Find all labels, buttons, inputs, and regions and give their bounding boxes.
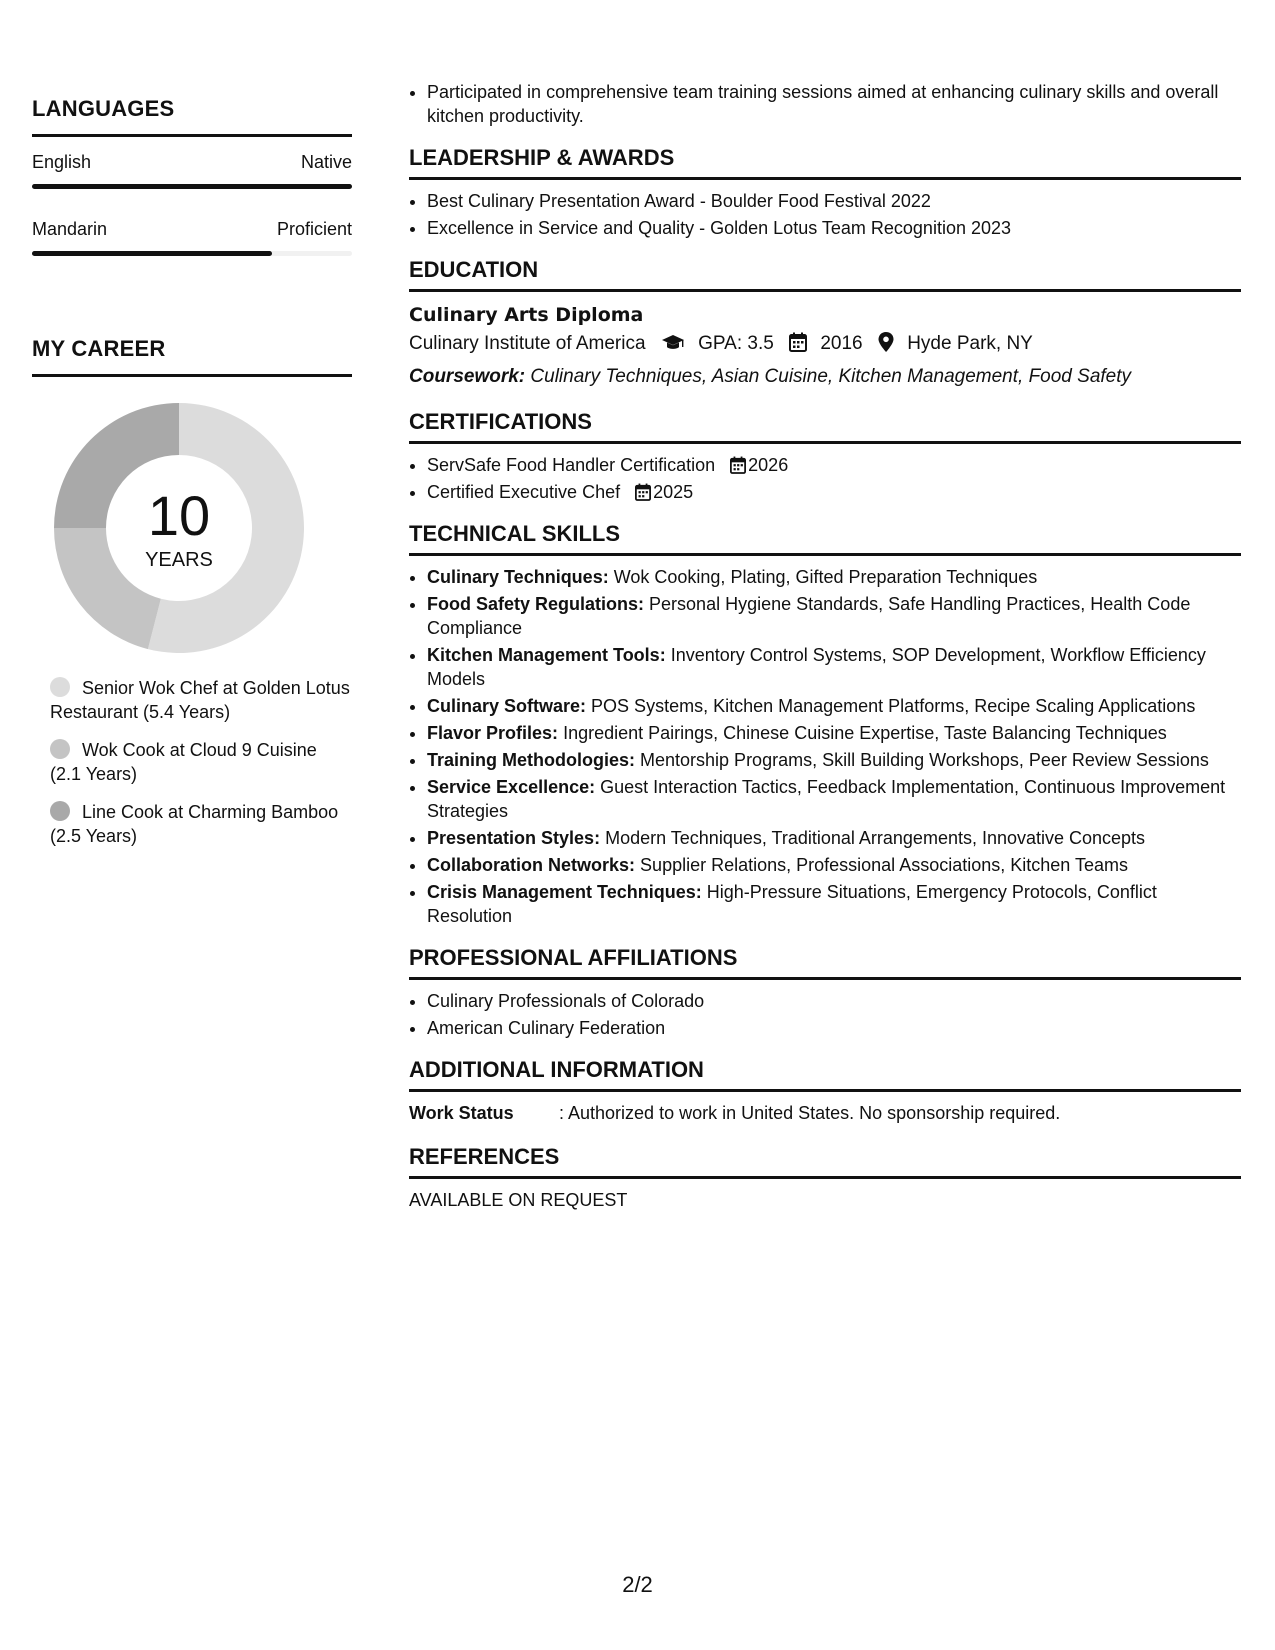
- award-item: • Excellence in Service and Quality - Golden Lotus Team Recognition 2023: [427, 216, 1241, 240]
- affiliation-item: • Culinary Professionals of Colorado: [427, 989, 1241, 1013]
- education-title: EDUCATION: [409, 257, 539, 282]
- additional-info-title: ADDITIONAL INFORMATION: [409, 1057, 704, 1082]
- skills-title: TECHNICAL SKILLS: [409, 521, 621, 546]
- certification-year: 2026: [748, 455, 789, 475]
- skill-item: [427, 748, 1241, 772]
- references-title: REFERENCES: [409, 1144, 560, 1169]
- language-level: Native: [300, 152, 352, 172]
- skill-item: [427, 853, 1241, 877]
- skill-values: Modern Techniques, Traditional Arrangements, Innovative Concepts: [605, 828, 1146, 848]
- legend-label: Line Cook at Charming Bamboo (2.5 Years): [50, 802, 339, 846]
- skill-category: Training Methodologies:: [427, 750, 635, 770]
- career-divider: [32, 374, 352, 377]
- page-number: 2/2: [622, 1572, 653, 1597]
- skill-values: Inventory Control Systems, SOP Development, Workflow Efficiency Models: [427, 645, 1206, 689]
- skill-category: Flavor Profiles:: [427, 723, 559, 743]
- experience-tail-list: [409, 80, 1241, 128]
- language-name: Mandarin: [32, 219, 108, 239]
- education-coursework: [409, 362, 1241, 392]
- affiliations-divider: [409, 977, 1241, 980]
- education-gpa: GPA: 3.5: [698, 333, 774, 354]
- skill-item: [427, 694, 1241, 718]
- skill-item: [427, 721, 1241, 745]
- award-item: • Best Culinary Presentation Award - Boulder Food Festival 2022: [427, 189, 1241, 213]
- certifications-list: [409, 453, 1241, 504]
- leadership-title: LEADERSHIP & AWARDS: [409, 145, 675, 170]
- language-bar-fill: [32, 251, 272, 256]
- skill-item: [427, 826, 1241, 850]
- career-donut-chart: [54, 403, 304, 653]
- language-bar-english: [32, 184, 352, 189]
- legend-swatch: [50, 801, 70, 821]
- skill-values: Personal Hygiene Standards, Safe Handling Practices, Health Code Compliance: [427, 594, 1191, 638]
- skill-category: Service Excellence:: [427, 777, 596, 797]
- skills-list: [409, 565, 1241, 928]
- education-year: 2016: [820, 333, 863, 354]
- certifications-title: CERTIFICATIONS: [409, 409, 592, 434]
- skill-item: [427, 565, 1241, 589]
- certification-item: [427, 480, 1241, 504]
- language-level: Proficient: [276, 219, 352, 239]
- additional-info-divider: [409, 1089, 1241, 1092]
- certification-name: Certified Executive Chef: [427, 482, 621, 502]
- education-details: [409, 329, 1241, 362]
- work-status-row: [409, 1101, 1241, 1127]
- legend-item: [50, 676, 350, 724]
- certification-date: [625, 482, 693, 502]
- skill-values: Wok Cooking, Plating, Gifted Preparation Techniques: [613, 567, 1038, 587]
- career-legend: [50, 676, 350, 862]
- skill-values: High-Pressure Situations, Emergency Protocols, Conflict Resolution: [427, 882, 1157, 926]
- skill-category: Collaboration Networks:: [427, 855, 636, 875]
- skill-category: Culinary Software:: [427, 696, 587, 716]
- skill-values: Mentorship Programs, Skill Building Workshops, Peer Review Sessions: [640, 750, 1209, 770]
- skill-values: Guest Interaction Tactics, Feedback Implementation, Continuous Improvement Strategies: [427, 777, 1226, 821]
- affiliations-title: PROFESSIONAL AFFILIATIONS: [409, 945, 738, 970]
- skill-item: [427, 643, 1241, 691]
- certification-name: ServSafe Food Handler Certification: [427, 455, 716, 475]
- skill-category: Food Safety Regulations:: [427, 594, 645, 614]
- affiliation-item: • American Culinary Federation: [427, 1016, 1241, 1040]
- references-divider: [409, 1176, 1241, 1179]
- affiliations-list: [409, 989, 1241, 1040]
- language-bar-mandarin: [32, 251, 352, 256]
- legend-item: [50, 800, 350, 848]
- skills-divider: [409, 553, 1241, 556]
- language-name: English: [32, 152, 92, 172]
- skill-category: Kitchen Management Tools:: [427, 645, 666, 665]
- skill-item: [427, 775, 1241, 823]
- legend-item: [50, 738, 350, 786]
- location-pin-icon: [878, 332, 894, 362]
- references-text: AVAILABLE ON REQUEST: [409, 1190, 628, 1210]
- certification-year: 2025: [653, 482, 694, 502]
- coursework-label: Coursework:: [409, 366, 526, 387]
- calendar-icon: [730, 456, 746, 474]
- legend-label: Senior Wok Chef at Golden Lotus Restaurant (5.4 Years): [50, 678, 350, 722]
- languages-title: LANGUAGES: [32, 96, 175, 121]
- skill-values: Ingredient Pairings, Chinese Cuisine Expertise, Taste Balancing Techniques: [563, 723, 1167, 743]
- work-status-label: Work Status: [409, 1103, 514, 1123]
- languages-divider: [32, 134, 352, 137]
- leadership-list: [409, 189, 1241, 240]
- legend-swatch: [50, 677, 70, 697]
- skill-item: [427, 880, 1241, 928]
- coursework-text: Culinary Techniques, Asian Cuisine, Kitchen Management, Food Safety: [530, 366, 1132, 387]
- calendar-icon: [789, 332, 807, 362]
- certifications-divider: [409, 441, 1241, 444]
- language-bar-fill: [32, 184, 352, 189]
- graduation-cap-icon: [661, 332, 685, 362]
- career-total-unit: YEARS: [145, 549, 213, 571]
- right-column: [409, 80, 1241, 1212]
- donut-slice: [54, 528, 161, 649]
- education-location: Hyde Park, NY: [907, 333, 1033, 354]
- skill-values: POS Systems, Kitchen Management Platforms, Recipe Scaling Applications: [591, 696, 1196, 716]
- skill-item: [427, 592, 1241, 640]
- career-total-number: 10: [147, 484, 211, 547]
- education-school: Culinary Institute of America: [409, 333, 646, 354]
- skill-category: Presentation Styles:: [427, 828, 601, 848]
- legend-label: Wok Cook at Cloud 9 Cuisine (2.1 Years): [50, 740, 317, 784]
- leadership-divider: [409, 177, 1241, 180]
- career-title: MY CAREER: [32, 336, 166, 361]
- education-divider: [409, 289, 1241, 292]
- work-status-value: : Authorized to work in United States. No sponsorship required.: [559, 1103, 1061, 1123]
- experience-bullet: • Participated in comprehensive team training sessions aimed at enhancing culinary skills and overall kitchen productivity.: [427, 80, 1241, 128]
- skill-category: Crisis Management Techniques:: [427, 882, 702, 902]
- skill-category: Culinary Techniques:: [427, 567, 609, 587]
- calendar-icon: [635, 483, 651, 501]
- skill-values: Supplier Relations, Professional Associations, Kitchen Teams: [640, 855, 1128, 875]
- legend-swatch: [50, 739, 70, 759]
- certification-item: [427, 453, 1241, 477]
- certification-date: [720, 455, 788, 475]
- education-degree: Culinary Arts Diploma: [409, 304, 644, 326]
